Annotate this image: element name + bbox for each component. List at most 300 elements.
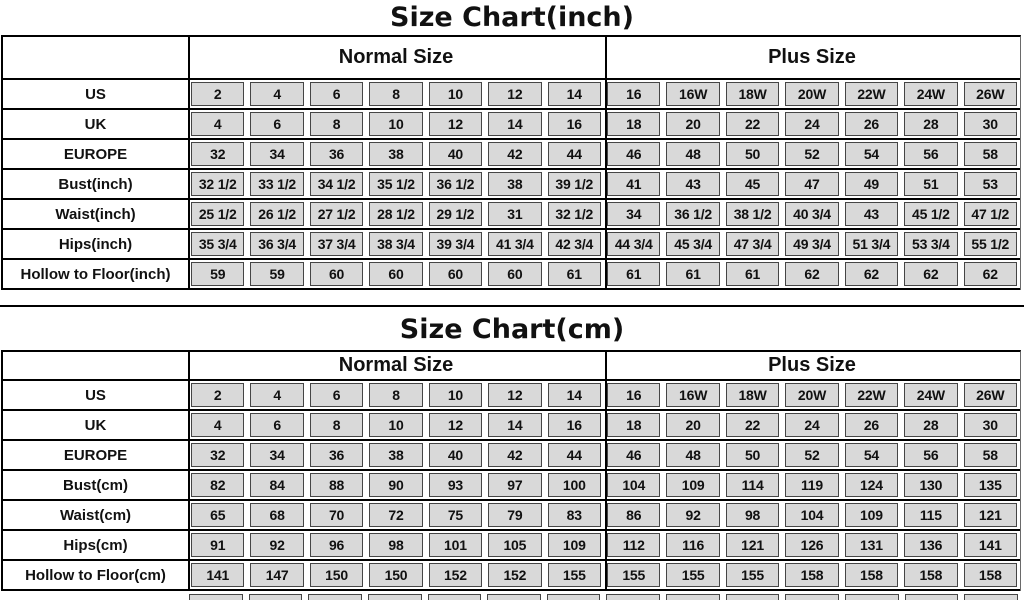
size-cell-value: 141 xyxy=(964,533,1017,557)
size-cell-value: 61 xyxy=(726,262,779,286)
size-cell xyxy=(901,411,960,439)
size-cell xyxy=(782,80,841,108)
size-cell-value: 130 xyxy=(904,473,957,497)
size-cell xyxy=(307,140,366,168)
size-group-header-row xyxy=(3,37,1020,80)
size-cell-value: 18W xyxy=(726,82,779,106)
size-cell-value: 32 1/2 xyxy=(191,172,244,196)
size-cell-value: 40 xyxy=(429,142,482,166)
size-cell xyxy=(307,531,366,559)
stub-cell xyxy=(305,594,365,600)
size-cell-value: 42 xyxy=(488,142,541,166)
size-cell-value: 43 xyxy=(845,202,898,226)
size-cell xyxy=(247,501,306,529)
size-cell-value: 47 1/2 xyxy=(964,202,1017,226)
size-cell xyxy=(901,501,960,529)
size-cell xyxy=(842,80,901,108)
size-cell-value: 51 3/4 xyxy=(845,232,898,256)
size-cell-value: 114 xyxy=(726,473,779,497)
size-cell xyxy=(663,471,722,499)
size-cell-value: 8 xyxy=(369,383,422,407)
size-cell-value: 121 xyxy=(964,503,1017,527)
size-cell-value: 4 xyxy=(191,413,244,437)
stub-cell xyxy=(365,594,425,600)
size-cell-value: 58 xyxy=(964,443,1017,467)
size-cell-value: 36 1/2 xyxy=(666,202,719,226)
size-cell-value: 38 xyxy=(369,142,422,166)
size-cell xyxy=(188,110,247,138)
size-cell-value: 109 xyxy=(548,533,601,557)
size-cell-value: 40 xyxy=(429,443,482,467)
size-cell-value: 34 xyxy=(607,202,660,226)
row-label: Hips(inch) xyxy=(58,235,133,253)
cutoff-row xyxy=(1,594,1021,600)
size-cell xyxy=(961,170,1020,198)
size-cell-value: 105 xyxy=(488,533,541,557)
size-cell-value: 62 xyxy=(785,262,838,286)
size-cell-value: 88 xyxy=(310,473,363,497)
size-cell xyxy=(426,561,485,589)
size-cell xyxy=(723,561,782,589)
size-cell xyxy=(366,471,425,499)
size-cell xyxy=(247,140,306,168)
size-cell-value: 29 1/2 xyxy=(429,202,482,226)
size-cell-value: 45 3/4 xyxy=(666,232,719,256)
size-cell xyxy=(545,531,604,559)
size-cell xyxy=(247,80,306,108)
size-cell-value: 16W xyxy=(666,82,719,106)
size-cell-value: 47 3/4 xyxy=(726,232,779,256)
size-cell-value: 86 xyxy=(607,503,660,527)
size-cell xyxy=(366,531,425,559)
size-cell-value: 36 xyxy=(310,443,363,467)
size-cell xyxy=(247,411,306,439)
size-cell-value: 10 xyxy=(429,383,482,407)
size-cell-value: 48 xyxy=(666,443,719,467)
size-cell xyxy=(663,561,722,589)
size-cell-value: 109 xyxy=(666,473,719,497)
size-cell xyxy=(723,200,782,228)
size-cell-value: 60 xyxy=(488,262,541,286)
size-cell-value: 14 xyxy=(548,383,601,407)
size-cell-value: 158 xyxy=(964,563,1017,587)
size-cell-value: 158 xyxy=(904,563,957,587)
stub-cell-value xyxy=(368,594,422,600)
size-cell-value: 72 xyxy=(369,503,422,527)
stub-cell xyxy=(663,594,723,600)
size-cell-value: 136 xyxy=(904,533,957,557)
size-cell xyxy=(961,531,1020,559)
size-cell xyxy=(782,200,841,228)
size-cell xyxy=(901,561,960,589)
size-cell-value: 26 1/2 xyxy=(250,202,303,226)
size-cell-value: 14 xyxy=(488,413,541,437)
row-label: Hips(cm) xyxy=(63,536,128,554)
size-cell xyxy=(188,381,247,409)
size-cell xyxy=(782,441,841,469)
size-cell-value: 39 3/4 xyxy=(429,232,482,256)
size-cell-value: 56 xyxy=(904,142,957,166)
size-cell-value: 33 1/2 xyxy=(250,172,303,196)
size-cell xyxy=(545,471,604,499)
size-cell-value: 35 1/2 xyxy=(369,172,422,196)
size-chart-inch-section xyxy=(0,0,1024,290)
size-cell xyxy=(901,441,960,469)
size-cell-value: 24 xyxy=(785,112,838,136)
stub-cell xyxy=(186,594,246,600)
size-cell xyxy=(901,170,960,198)
size-cell-value: 36 1/2 xyxy=(429,172,482,196)
table-row xyxy=(3,140,1020,170)
size-cell-value: 8 xyxy=(310,112,363,136)
size-cell-value: 4 xyxy=(250,383,303,407)
size-cell-value: 60 xyxy=(310,262,363,286)
size-cell xyxy=(247,170,306,198)
size-cell xyxy=(782,501,841,529)
size-cell-value: 98 xyxy=(726,503,779,527)
stub-cell xyxy=(246,594,306,600)
stub-cell xyxy=(842,594,902,600)
size-cell xyxy=(604,200,663,228)
size-cell xyxy=(842,531,901,559)
size-cell xyxy=(545,381,604,409)
size-cell-value: 152 xyxy=(429,563,482,587)
size-cell-value: 8 xyxy=(369,82,422,106)
size-cell-value: 54 xyxy=(845,443,898,467)
size-cell-value: 62 xyxy=(964,262,1017,286)
size-cell-value: 93 xyxy=(429,473,482,497)
size-cell-value: 48 xyxy=(666,142,719,166)
size-cell xyxy=(604,381,663,409)
size-cell-value: 16 xyxy=(548,413,601,437)
size-cell xyxy=(426,80,485,108)
size-cell-value: 22 xyxy=(726,112,779,136)
size-cell-value: 16 xyxy=(607,383,660,407)
size-cell xyxy=(604,441,663,469)
size-cell xyxy=(663,531,722,559)
size-cell xyxy=(842,260,901,288)
size-cell xyxy=(663,381,722,409)
size-cell xyxy=(307,110,366,138)
size-cell-value: 50 xyxy=(726,142,779,166)
size-cell xyxy=(663,170,722,198)
size-cell xyxy=(485,140,544,168)
size-cell-value: 18 xyxy=(607,112,660,136)
size-cell xyxy=(842,501,901,529)
size-cell-value: 131 xyxy=(845,533,898,557)
label-divider-line xyxy=(188,352,190,591)
table-row xyxy=(3,170,1020,200)
size-cell xyxy=(366,110,425,138)
size-cell xyxy=(426,471,485,499)
size-cell xyxy=(961,501,1020,529)
normal-size-header: Normal Size xyxy=(338,354,454,376)
size-cell xyxy=(307,170,366,198)
size-cell-value: 47 xyxy=(785,172,838,196)
size-cell xyxy=(842,381,901,409)
size-cell-value: 83 xyxy=(548,503,601,527)
size-cell-value: 26 xyxy=(845,112,898,136)
size-cell-value: 22W xyxy=(845,383,898,407)
size-cell xyxy=(901,200,960,228)
size-cell xyxy=(366,411,425,439)
size-cell xyxy=(188,170,247,198)
size-cell xyxy=(485,200,544,228)
size-cell xyxy=(485,230,544,258)
size-cell-value: 155 xyxy=(726,563,779,587)
size-cell xyxy=(485,381,544,409)
size-cell xyxy=(842,471,901,499)
size-cell-value: 6 xyxy=(250,413,303,437)
row-label: Waist(inch) xyxy=(55,205,136,223)
size-cell xyxy=(485,411,544,439)
size-cell xyxy=(247,561,306,589)
size-cell xyxy=(247,381,306,409)
stub-cell xyxy=(603,594,663,600)
size-cell xyxy=(782,110,841,138)
table-row xyxy=(3,110,1020,140)
size-cell xyxy=(842,230,901,258)
row-label: Hollow to Floor(inch) xyxy=(20,265,171,283)
label-divider-line xyxy=(188,37,190,290)
size-cell-value: 39 1/2 xyxy=(548,172,601,196)
size-cell-value: 90 xyxy=(369,473,422,497)
size-cell-value: 44 xyxy=(548,443,601,467)
size-cell xyxy=(663,80,722,108)
size-cell-value: 32 1/2 xyxy=(548,202,601,226)
size-cell-value: 40 3/4 xyxy=(785,202,838,226)
size-cell xyxy=(723,110,782,138)
size-cell xyxy=(663,260,722,288)
stub-cell-value xyxy=(189,594,243,600)
size-cell-value: 62 xyxy=(845,262,898,286)
size-cell-value: 82 xyxy=(191,473,244,497)
size-cell xyxy=(188,411,247,439)
size-cell-value: 121 xyxy=(726,533,779,557)
size-cell xyxy=(247,471,306,499)
size-cell-value: 25 1/2 xyxy=(191,202,244,226)
size-cell-value: 8 xyxy=(310,413,363,437)
normal-size-header: Normal Size xyxy=(338,46,454,68)
stub-cell-value xyxy=(308,594,362,600)
cm-table-rows xyxy=(3,381,1020,591)
size-cell-value: 104 xyxy=(607,473,660,497)
size-cell xyxy=(782,471,841,499)
size-cell xyxy=(723,441,782,469)
size-cell-value: 100 xyxy=(548,473,601,497)
size-cell-value: 109 xyxy=(845,503,898,527)
size-cell xyxy=(723,531,782,559)
size-cell-value: 30 xyxy=(964,112,1017,136)
table-row xyxy=(3,441,1020,471)
size-cell-value: 50 xyxy=(726,443,779,467)
size-cell xyxy=(366,230,425,258)
size-cell xyxy=(842,200,901,228)
size-cell xyxy=(188,80,247,108)
plus-size-divider-line xyxy=(605,37,607,290)
size-cell xyxy=(723,501,782,529)
size-cell xyxy=(307,200,366,228)
size-cell xyxy=(366,170,425,198)
inch-table-rows xyxy=(3,80,1020,290)
size-cell xyxy=(545,441,604,469)
size-cell xyxy=(366,381,425,409)
size-cell xyxy=(247,110,306,138)
size-cell-value: 55 1/2 xyxy=(964,232,1017,256)
size-cell xyxy=(961,230,1020,258)
stub-cell xyxy=(484,594,544,600)
size-cell xyxy=(366,441,425,469)
size-cell xyxy=(961,381,1020,409)
size-cell-value: 53 3/4 xyxy=(904,232,957,256)
size-cell-value: 36 xyxy=(310,142,363,166)
size-cell xyxy=(782,531,841,559)
size-cell-value: 28 xyxy=(904,413,957,437)
row-label: Bust(cm) xyxy=(62,476,128,494)
row-label: EUROPE xyxy=(63,145,128,163)
size-cell xyxy=(485,170,544,198)
size-cell-value: 32 xyxy=(191,443,244,467)
size-cell xyxy=(485,471,544,499)
size-cell-value: 54 xyxy=(845,142,898,166)
size-cell-value: 28 xyxy=(904,112,957,136)
stub-cell-value xyxy=(964,594,1018,600)
size-cell-value: 135 xyxy=(964,473,1017,497)
size-cell xyxy=(188,561,247,589)
size-cell xyxy=(307,80,366,108)
size-cell xyxy=(247,441,306,469)
stub-cell-value xyxy=(726,594,780,600)
size-chart-cm-title: Size Chart(cm) xyxy=(399,314,625,345)
size-cell xyxy=(604,561,663,589)
stub-cell xyxy=(961,594,1021,600)
size-cell-value: 38 xyxy=(369,443,422,467)
size-cell-value: 150 xyxy=(369,563,422,587)
size-cell xyxy=(307,501,366,529)
size-cell xyxy=(426,531,485,559)
size-cell xyxy=(663,501,722,529)
size-cell-value: 4 xyxy=(250,82,303,106)
size-cell xyxy=(307,561,366,589)
size-cell-value: 152 xyxy=(488,563,541,587)
size-cell xyxy=(961,200,1020,228)
size-cell xyxy=(901,381,960,409)
size-cell-value: 58 xyxy=(964,142,1017,166)
size-cell-value: 24 xyxy=(785,413,838,437)
size-cell-value: 2 xyxy=(191,383,244,407)
size-cell-value: 24W xyxy=(904,82,957,106)
size-cell-value: 98 xyxy=(369,533,422,557)
size-cell xyxy=(842,110,901,138)
size-cell-value: 61 xyxy=(548,262,601,286)
row-label: UK xyxy=(84,416,107,434)
table-row xyxy=(3,230,1020,260)
size-cell-value: 84 xyxy=(250,473,303,497)
size-cell xyxy=(426,110,485,138)
size-cell-value: 32 xyxy=(191,142,244,166)
size-cell-value: 24W xyxy=(904,383,957,407)
size-cell-value: 37 3/4 xyxy=(310,232,363,256)
row-label: Hollow to Floor(cm) xyxy=(25,566,166,584)
size-cell xyxy=(545,411,604,439)
size-cell-value: 61 xyxy=(666,262,719,286)
size-cell xyxy=(426,501,485,529)
size-cell xyxy=(604,471,663,499)
size-cell xyxy=(426,230,485,258)
size-cell-value: 65 xyxy=(191,503,244,527)
section-gap xyxy=(0,290,1024,305)
size-cell-value: 75 xyxy=(429,503,482,527)
size-cell xyxy=(307,260,366,288)
size-cell xyxy=(901,110,960,138)
size-cell xyxy=(426,170,485,198)
size-cell xyxy=(307,471,366,499)
size-cell xyxy=(545,170,604,198)
size-cell-value: 34 xyxy=(250,443,303,467)
size-chart-inch-title: Size Chart(inch) xyxy=(390,2,634,33)
size-cell-value: 59 xyxy=(250,262,303,286)
size-cell xyxy=(842,140,901,168)
size-cell xyxy=(663,140,722,168)
size-cell-value: 41 3/4 xyxy=(488,232,541,256)
size-cell xyxy=(545,200,604,228)
table-row xyxy=(3,561,1020,591)
table-row xyxy=(3,260,1020,290)
size-cell xyxy=(723,471,782,499)
size-cell-value: 61 xyxy=(607,262,660,286)
size-cell xyxy=(901,230,960,258)
table-row xyxy=(3,381,1020,411)
size-cell-value: 12 xyxy=(488,82,541,106)
size-chart-cm-section xyxy=(0,307,1024,591)
size-cell-value: 126 xyxy=(785,533,838,557)
size-cell-value: 60 xyxy=(369,262,422,286)
size-cell-value: 4 xyxy=(191,112,244,136)
size-cell-value: 52 xyxy=(785,443,838,467)
size-cell xyxy=(961,471,1020,499)
size-cell-value: 42 xyxy=(488,443,541,467)
size-cell xyxy=(485,531,544,559)
stub-cell-value xyxy=(547,594,601,600)
size-cell-value: 124 xyxy=(845,473,898,497)
stub-cell xyxy=(544,594,604,600)
size-cell xyxy=(188,140,247,168)
stub-cell-value xyxy=(487,594,541,600)
size-cell-value: 12 xyxy=(488,383,541,407)
size-cell-value: 30 xyxy=(964,413,1017,437)
size-cell xyxy=(307,381,366,409)
size-cell-value: 26 xyxy=(845,413,898,437)
size-cell-value: 20 xyxy=(666,413,719,437)
size-cell-value: 44 xyxy=(548,142,601,166)
table-row xyxy=(3,531,1020,561)
size-cell xyxy=(723,170,782,198)
stub-cell xyxy=(723,594,783,600)
size-cell-value: 115 xyxy=(904,503,957,527)
size-cell xyxy=(247,260,306,288)
size-cell xyxy=(545,230,604,258)
size-cell xyxy=(366,140,425,168)
table-row xyxy=(3,501,1020,531)
size-cell-value: 155 xyxy=(666,563,719,587)
size-cell-value: 34 xyxy=(250,142,303,166)
size-cell xyxy=(663,411,722,439)
table-row xyxy=(3,80,1020,110)
size-cell xyxy=(604,260,663,288)
size-cell xyxy=(604,230,663,258)
size-cell-value: 53 xyxy=(964,172,1017,196)
table-row xyxy=(3,471,1020,501)
